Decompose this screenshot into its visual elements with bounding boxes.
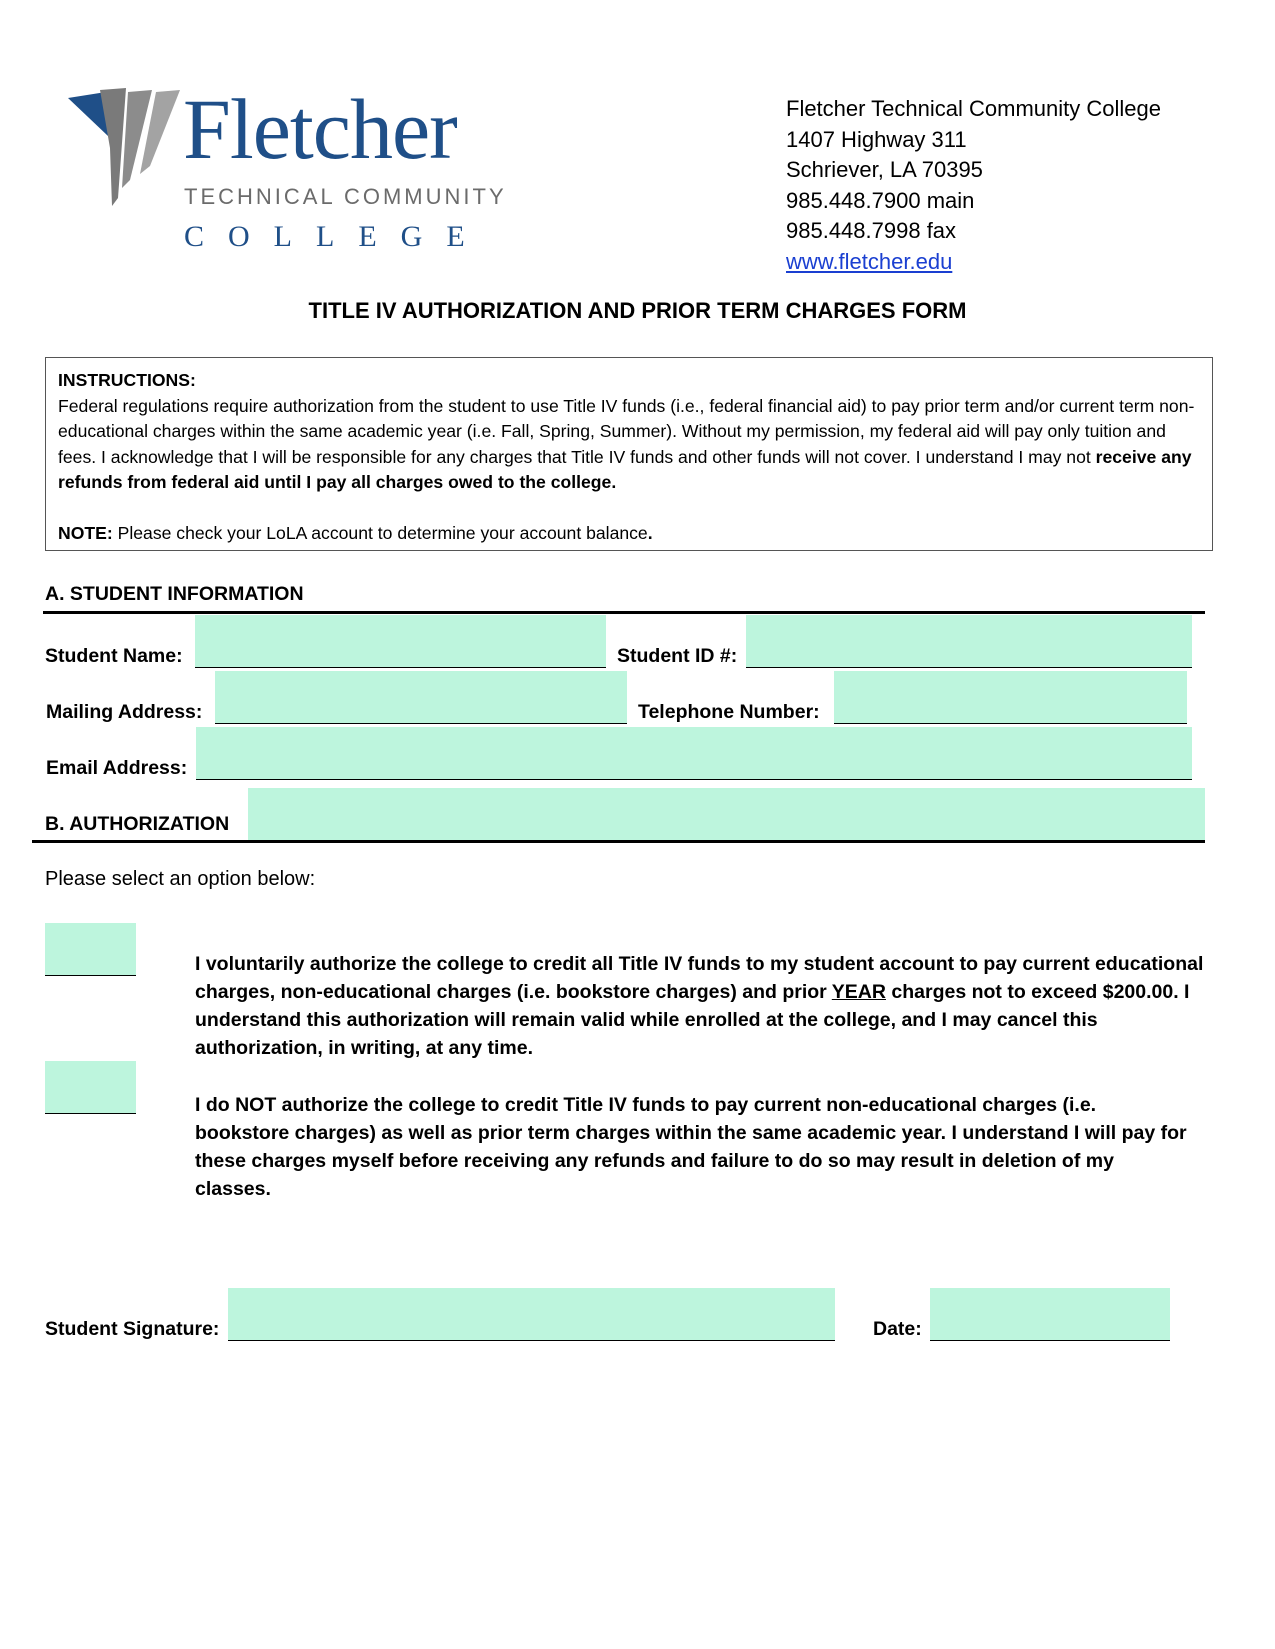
option-authorize-checkbox[interactable] [45,923,136,976]
option-authorize-year: YEAR [831,981,886,1003]
instructions-bold-text: receive any refunds from federal aid until I pay all charges owed to the college. [58,446,1192,492]
section-b-rule [32,840,1205,843]
student-name-label: Student Name: [45,645,183,667]
student-signature-field[interactable] [228,1288,835,1341]
email-address-label: Email Address: [46,757,188,779]
student-id-field[interactable] [746,615,1192,668]
option-authorize-text [193,950,1213,1062]
option-authorize-text-start: I voluntarily authorize the college to credit all Title IV funds to my student account to pay current educational charges, non-educational charges (i.e. bookstore charges) and prior [195,953,1204,1003]
student-name-field[interactable] [195,615,606,668]
street-address: 1407 Highway 311 [786,126,967,152]
note-text: Please check your LoLA account to determine your account balance [112,522,648,543]
section-a-rule [43,611,1205,614]
logo-college: COLLEGE [184,220,489,253]
form-title: TITLE IV AUTHORIZATION AND PRIOR TERM CHARGES FORM [308,298,967,323]
instructions-heading: INSTRUCTIONS: [58,370,196,390]
section-a-heading: A. STUDENT INFORMATION [45,583,304,605]
website-link[interactable]: www.fletcher.edu [786,248,953,274]
instructions-box [45,357,1213,551]
logo-wordmark: Fletcher [183,81,457,177]
note-end: . [647,522,653,543]
option-authorize-text-end: charges not to exceed $200.00. I understand this authorization will remain valid while enrolled at the college, and I may cancel this authorization, in writing, at any time. [195,981,1190,1059]
authorization-field[interactable] [248,788,1205,840]
telephone-label: Telephone Number: [638,701,820,723]
student-signature-label: Student Signature: [45,1318,220,1340]
student-id-label: Student ID #: [617,645,738,667]
note-label: NOTE: [58,522,113,543]
date-label: Date: [873,1318,922,1340]
select-option-prompt: Please select an option below: [45,868,316,890]
logo-subtitle: TECHNICAL COMMUNITY [184,184,507,209]
mailing-address-label: Mailing Address: [46,701,203,723]
college-logo [68,81,507,266]
instructions-body [58,394,1200,496]
instructions-note [58,521,1200,547]
option-decline-text: I do NOT authorize the college to credit Title IV funds to pay current non-educational charges (i.e. bookstore charges) as well as prior term charges within the same academic year. I understand I will pay for these charges myself before receiving any refunds and failure to do so may result in deletion of my classes. [195,1094,1187,1200]
email-address-field[interactable] [196,727,1192,780]
fax-number: 985.448.7998 fax [786,218,957,243]
main-phone: 985.448.7900 main [786,187,975,213]
telephone-field[interactable] [834,671,1187,724]
city-state-zip: Schriever, LA 70395 [786,157,983,182]
option-decline-checkbox[interactable] [45,1061,136,1114]
instructions-text: Federal regulations require authorization from the student to use Title IV funds (i.e., federal financial aid) to pay prior term and/or current term non-educational charges within the same academic year (i.e. Fall, Spring, Summer). Without my permission, my federal aid will pay only tuition and fees. I acknowledge that I will be responsible for any charges that Title IV funds and other funds will not cover. I understand I may not [58,395,1195,467]
logo-emblem-icon [68,88,188,218]
college-name: Fletcher Technical Community College [786,96,1161,121]
mailing-address-field[interactable] [215,671,627,724]
section-b-heading: B. AUTHORIZATION [45,813,230,835]
college-address [786,94,1161,277]
date-field[interactable] [930,1288,1170,1341]
